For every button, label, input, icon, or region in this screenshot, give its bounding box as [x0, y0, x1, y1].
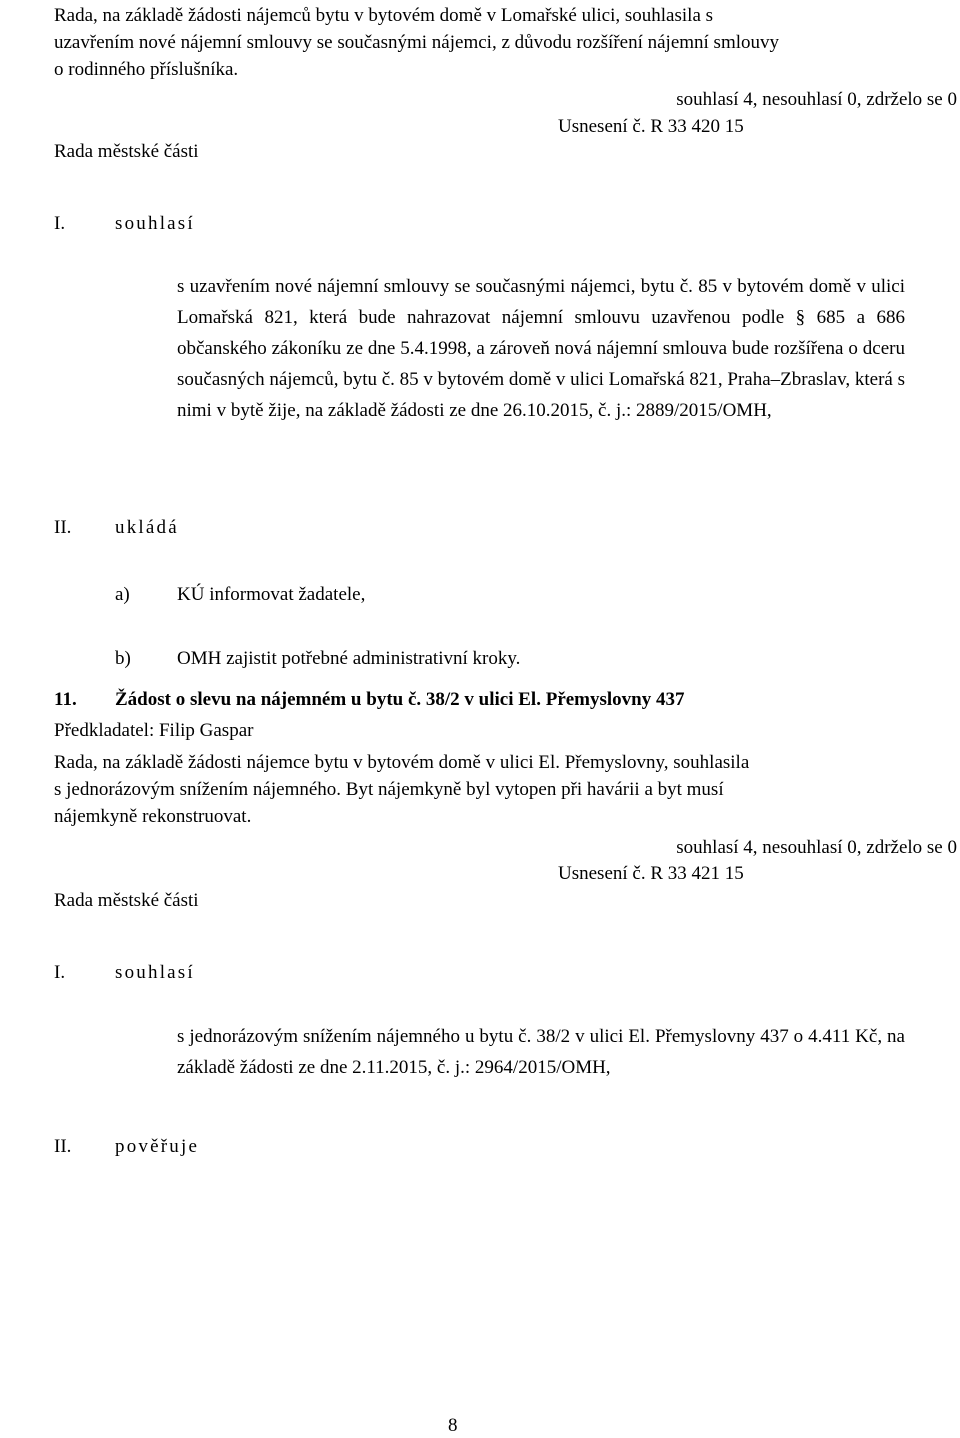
part-verb: pověřuje [115, 1136, 200, 1157]
part-verb: ukládá [115, 517, 179, 538]
part-verb: souhlasí [115, 213, 195, 234]
part-numeral: II. [54, 1136, 72, 1157]
resolution-number: Usnesení č. R 33 420 15 [558, 116, 744, 137]
part-numeral: II. [54, 517, 72, 538]
page-number: 8 [448, 1415, 458, 1436]
intro-line: nájemkyně rekonstruovat. [54, 806, 252, 827]
task-text: KÚ informovat žadatele, [177, 584, 366, 605]
intro-line: uzavřením nové nájemní smlouvy se současnými nájemci, z důvodu rozšíření nájemní smlouvy [54, 32, 780, 53]
agenda-item-number: 11. [54, 689, 77, 710]
part-numeral: I. [54, 213, 66, 234]
council-label: Rada městské části [54, 141, 199, 162]
intro-line: Rada, na základě žádosti nájemce bytu v bytovém domě v ulici El. Přemyslovny, souhlasila [54, 752, 750, 773]
task-letter: a) [115, 584, 130, 605]
intro-line: o rodinného příslušníka. [54, 59, 239, 80]
resolution-intro-paragraph [54, 749, 934, 830]
part-numeral: I. [54, 962, 66, 983]
resolution-number: Usnesení č. R 33 421 15 [558, 863, 744, 884]
task-letter: b) [115, 648, 131, 669]
vote-result: souhlasí 4, nesouhlasí 0, zdrželo se 0 [676, 837, 957, 858]
part-verb: souhlasí [115, 962, 195, 983]
vote-result: souhlasí 4, nesouhlasí 0, zdrželo se 0 [676, 89, 957, 110]
intro-line: Rada, na základě žádosti nájemců bytu v bytovém domě v Lomařské ulici, souhlasila s [54, 5, 714, 26]
intro-line: s jednorázovým snížením nájemného. Byt nájemkyně byl vytopen při havárii a byt musí [54, 779, 724, 800]
part-body-text: s jednorázovým snížením nájemného u bytu č. 38/2 v ulici El. Přemyslovny 437 o 4.411 Kč, na základě žádosti ze dne 2.11.2015, č. j.: 2964/2015/OMH, [177, 1026, 905, 1078]
agenda-item-title: Žádost o slevu na nájemném u bytu č. 38/2 v ulici El. Přemyslovny 437 [115, 689, 685, 710]
presenter: Předkladatel: Filip Gaspar [54, 720, 254, 741]
council-label: Rada městské části [54, 890, 199, 911]
task-text: OMH zajistit potřebné administrativní kroky. [177, 648, 521, 669]
part-body-text: s uzavřením nové nájemní smlouvy se současnými nájemci, bytu č. 85 v bytovém domě v ulici Lomařská 821, která bude nahrazovat nájemní smlouvu uzavřenou podle § 685 a 686 občanského zákoníku ze dne 5.4.1998, a zároveň nová nájemní smlouva bude rozšířena o dceru současných nájemců, bytu č. 85 v bytovém domě v ulici Lomařská 821, Praha–Zbraslav, která s nimi v bytě žije, na základě žádosti ze dne 26.10.2015, č. j.: 2889/2015/OMH, [177, 276, 905, 421]
resolution-intro-paragraph [54, 2, 934, 83]
